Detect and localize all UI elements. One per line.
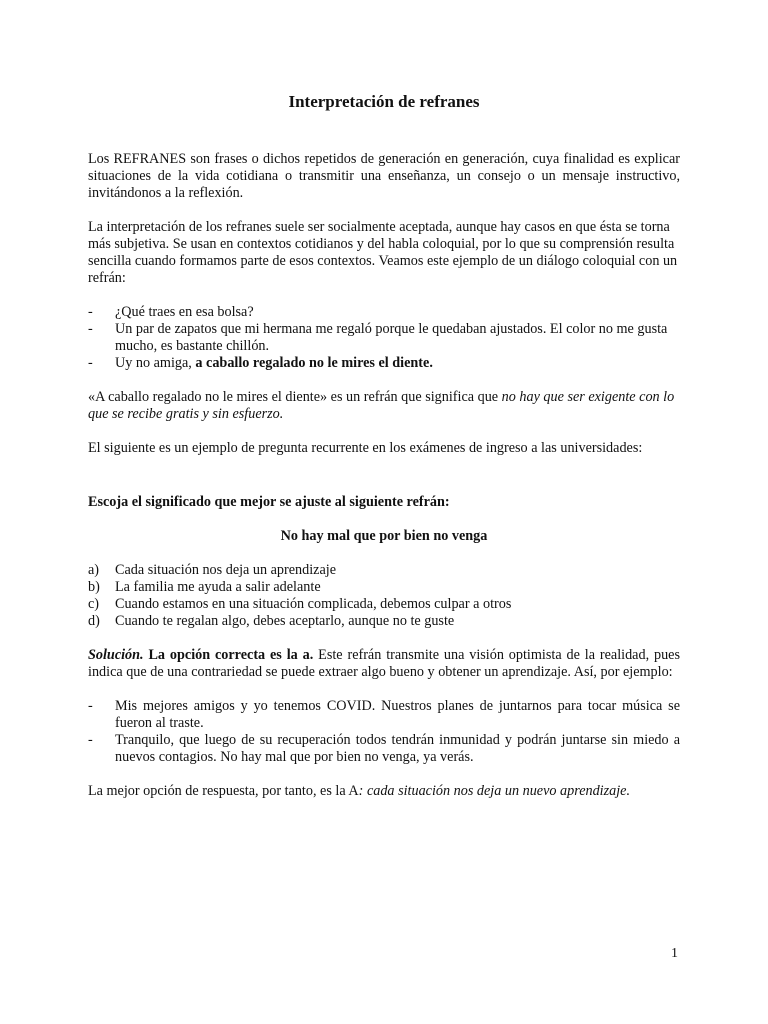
dialogue-text: ¿Qué traes en esa bolsa? [115, 304, 254, 320]
solution-label: Solución. [88, 647, 144, 663]
example-text: Tranquilo, que luego de su recuperación todos tendrán inmunidad y podrán juntarse sin miedo a nuevos contagios. No hay mal que por bien no venga, ya verás. [115, 732, 680, 765]
dialogue-line [88, 304, 680, 321]
dialogue-text: Un par de zapatos que mi hermana me regaló porque le quedaban ajustados. El color no me gusta mucho, es bastante chillón. [115, 321, 668, 354]
option-text: La familia me ayuda a salir adelante [115, 579, 321, 595]
explanation-text: «A caballo regalado no le mires el diente» es un refrán que significa que [88, 389, 502, 405]
option-letter: a) [88, 562, 100, 578]
interpretation-paragraph: La interpretación de los refranes suele ser socialmente aceptada, aunque hay casos en que ésta se torna más subjetiva. Se usan en contextos cotidianos y del habla coloquial, por lo que su comprensión resulta sencilla cuando formamos parte de esos contextos. Veamos este ejemplo de un diálogo coloquial con un refrán: [88, 219, 678, 286]
example-line [88, 732, 680, 766]
document-body [88, 92, 680, 800]
answer-option-d [88, 613, 680, 630]
answer-option-c [88, 596, 680, 613]
list-marker: - [88, 321, 93, 337]
option-text: Cuando te regalan algo, debes aceptarlo, aunque no te guste [115, 613, 455, 629]
example-text: Mis mejores amigos y yo tenemos COVID. Nuestros planes de juntarnos para tocar música se fueron al traste. [115, 698, 680, 731]
option-letter: d) [88, 613, 100, 629]
list-marker: - [88, 355, 93, 371]
explanation-meaning: no hay que ser exigente con lo que se recibe gratis y sin esfuerzo. [88, 389, 675, 422]
dialogue-text: Uy no amiga, [115, 355, 196, 371]
answer-option-a [88, 562, 680, 579]
option-letter: b) [88, 579, 100, 595]
list-marker: - [88, 304, 93, 320]
document-title: Interpretación de refranes [288, 92, 480, 111]
exam-proverb: No hay mal que por bien no venga [280, 528, 488, 544]
answer-options [88, 562, 680, 630]
solution-text: Este refrán transmite una visión optimista de la realidad, pues indica que de una contrariedad se puede extraer algo bueno y obtener un aprendizaje. Así, por ejemplo: [88, 647, 681, 680]
exam-question: Escoja el significado que mejor se ajuste al siguiente refrán: [88, 494, 450, 510]
explanation-paragraph [88, 389, 680, 423]
example-line [88, 698, 680, 732]
list-marker: - [88, 732, 93, 748]
dialogue-list [88, 304, 680, 372]
option-letter: c) [88, 596, 100, 612]
example-list [88, 698, 680, 766]
conclusion-answer: : cada situación nos deja un nuevo aprendizaje. [358, 783, 631, 799]
conclusion-paragraph [88, 783, 680, 800]
page-number: 1 [671, 946, 678, 961]
dialogue-line [88, 355, 680, 372]
solution-answer: La opción correcta es la a. [143, 647, 314, 663]
solution-paragraph [88, 647, 680, 681]
conclusion-text: La mejor opción de respuesta, por tanto, es la A [88, 783, 359, 799]
exam-intro-paragraph: El siguiente es un ejemplo de pregunta recurrente en los exámenes de ingreso a las universidades: [88, 440, 643, 456]
answer-option-b [88, 579, 680, 596]
option-text: Cada situación nos deja un aprendizaje [115, 562, 337, 578]
intro-paragraph: Los REFRANES son frases o dichos repetidos de generación en generación, cuya finalidad es explicar situaciones de la vida cotidiana o transmitir una enseñanza, un consejo o un mensaje instructivo, invitándonos a la reflexión. [88, 151, 680, 201]
dialogue-line [88, 321, 680, 355]
proverb-emphasis: a caballo regalado no le mires el diente. [195, 355, 433, 371]
option-text: Cuando estamos en una situación complicada, debemos culpar a otros [115, 596, 512, 612]
list-marker: - [88, 698, 93, 714]
